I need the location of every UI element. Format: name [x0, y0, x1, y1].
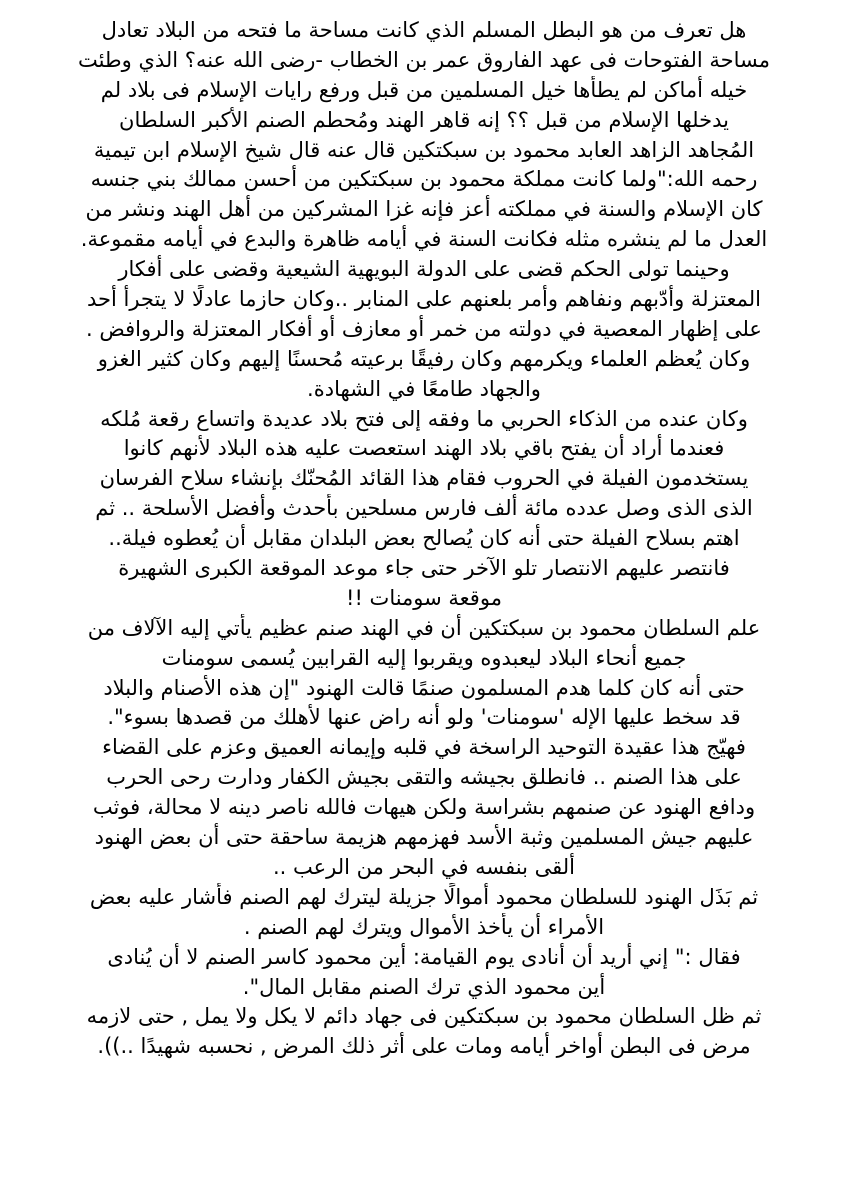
- text-line: مرض فى البطن أواخر أيامه ومات على أثر ذلك المرض , نحسبه شهيدًا ..)).: [97, 1034, 751, 1059]
- text-line: جميع أنحاء البلاد ليعبدوه ويقربوا إليه القرابين يُسمى سومنات: [161, 645, 687, 670]
- text-line: وحينما تولى الحكم قضى على الدولة البويهية الشيعية وقضى على أفكار: [118, 257, 730, 282]
- text-line: هل تعرف من هو البطل المسلم الذي كانت مساحة ما فتحه من البلاد تعادل: [101, 18, 747, 42]
- text-line: علم السلطان محمود بن سبكتكين أن في الهند صنم عظيم يأتي إليه الآلاف من: [87, 615, 761, 640]
- text-line: يدخلها الإسلام من قبل ؟؟ إنه قاهر الهند ومُحطم الصنم الأكبر السلطان: [119, 107, 729, 132]
- text-line: اهتم بسلاح الفيلة حتى أنه كان يُصالح بعض البلدان مقابل أن يُعطوه فيلة..: [108, 526, 740, 551]
- text-line: العدل ما لم ينشره مثله فكانت السنة في أيامه ظاهرة والبدع في أيامه مقموعة.: [80, 227, 768, 252]
- text-line: يستخدمون الفيلة في الحروب فقام هذا القائد المُحنّك بإنشاء سلاح الفرسان: [99, 466, 749, 491]
- text-line: على إظهار المعصية في دولته من خمر أو معازف أو أفكار المعتزلة والروافض .: [86, 316, 762, 341]
- text-line: كان الإسلام والسنة في مملكته أعز فإنه غزا المشركين من أهل الهند ونشر من: [85, 197, 763, 222]
- text-line: موقعة سومنات !!: [346, 585, 502, 610]
- text-line: ثم بَذَل الهنود للسلطان محمود أموالًا جزيلة ليترك لهم الصنم فأشار عليه بعض: [89, 884, 759, 909]
- text-line: على هذا الصنم .. فانطلق بجيشه والتقى بجيش الكفار ودارت رحى الحرب: [106, 765, 742, 790]
- text-line: ثم ظل السلطان محمود بن سبكتكين فى جهاد دائم لا يكل ولا يمل , حتى لازمه: [86, 1004, 762, 1029]
- text-line: رحمه الله:"ولما كانت مملكة محمود بن سبكتكين من أحسن ممالك بني جنسه: [90, 167, 758, 192]
- text-line: وكان عنده من الذكاء الحربي ما وفقه إلى فتح بلاد عديدة واتساع رقعة مُلكه: [100, 406, 748, 431]
- text-line: خيله أماكن لم يطأها خيل المسلمين من قبل ورفع رايات الإسلام فى بلاد لم: [100, 77, 748, 102]
- text-line: المُجاهد الزاهد العابد محمود بن سبكتكين قال عنه قال شيخ الإسلام ابن تيمية: [93, 137, 755, 162]
- text-line: فانتصر عليهم الانتصار تلو الآخر حتى جاء موعد الموقعة الكبرى الشهيرة: [118, 556, 730, 581]
- text-line: عليهم جيش المسلمين وثبة الأسد فهزمهم هزيمة ساحقة حتى أن بعض الهنود: [94, 825, 754, 850]
- text-line: حتى أنه كان كلما هدم المسلمون صنمًا قالت الهنود "إن هذه الأصنام والبلاد: [103, 675, 745, 700]
- text-line: ودافع الهنود عن صنمهم بشراسة ولكن هيهات فالله ناصر دينه لا محالة، فوثب: [92, 795, 756, 820]
- text-line: المعتزلة وأدّبهم ونفاهم وأمر بلعنهم على المنابر ..وكان حازما عادلًا لا يتجرأ أحد: [86, 287, 762, 312]
- text-line: ألقى بنفسه في البحر من الرعب ..: [272, 854, 576, 879]
- text-line: قد سخط عليها الإله 'سومنات' ولو أنه راض عنها لأهلك من قصدها بسوء".: [107, 705, 741, 730]
- text-line: والجهاد طامعًا في الشهادة.: [307, 376, 541, 401]
- text-line: أين محمود الذي ترك الصنم مقابل المال".: [242, 974, 606, 999]
- text-line: الذى الذى وصل عدده مائة ألف فارس مسلحين بأحدث وأفضل الأسلحة .. ثم: [95, 496, 753, 521]
- text-line: وكان يُعظم العلماء ويكرمهم وكان رفيقًا برعيته مُحسنًا إليهم وكان كثير الغزو: [97, 346, 751, 371]
- article-body: [14, 16, 834, 1062]
- text-line: الأمراء أن يأخذ الأموال ويترك لهم الصنم .: [243, 914, 605, 939]
- text-line: فعندما أراد أن يفتح باقي بلاد الهند استعصت عليه هذه البلاد لأنهم كانوا: [123, 436, 725, 461]
- text-line: فهيّج هذا عقيدة التوحيد الراسخة في قلبه وإيمانه العميق وعزم على القضاء: [102, 735, 746, 760]
- text-line: فقال :" إني أُريد أن أُنادى يوم القيامة: أين محمود كاسر الصنم لا أن يُنادى: [107, 944, 741, 969]
- text-line: مساحة الفتوحات فى عهد الفاروق عمر بن الخطاب -رضى الله عنه؟ الذي وطئت: [77, 47, 771, 72]
